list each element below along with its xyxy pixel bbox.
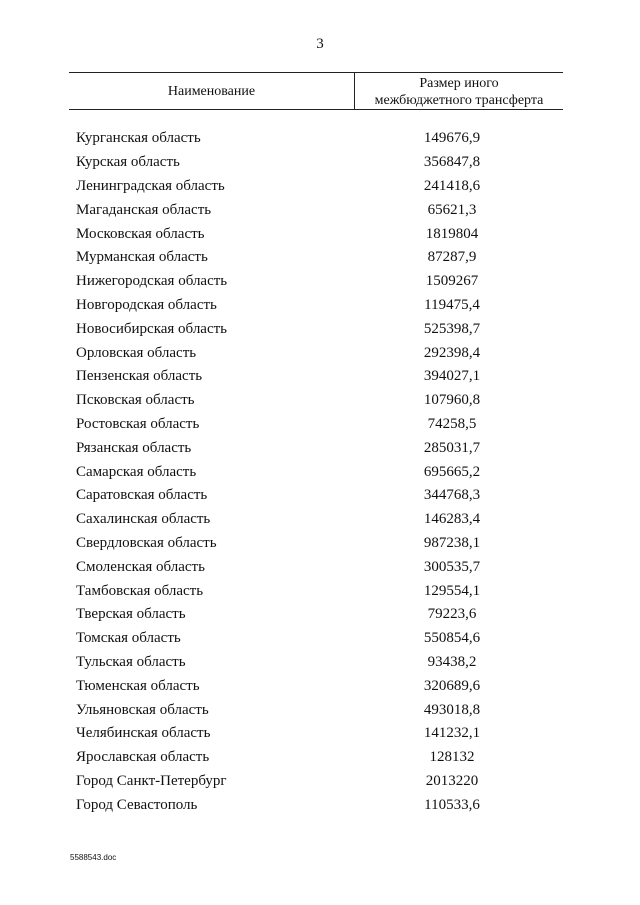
table-header xyxy=(69,72,563,110)
table-row xyxy=(69,389,563,413)
table-row xyxy=(69,793,563,817)
transfer-amount: 65621,3 xyxy=(427,201,477,218)
header-size xyxy=(355,73,563,109)
region-name: Курганская область xyxy=(76,130,201,147)
transfer-amount: 525398,7 xyxy=(423,320,481,337)
region-name: Сахалинская область xyxy=(76,511,211,528)
transfer-amount: 107960,8 xyxy=(423,392,481,409)
region-name: Ленинградская область xyxy=(76,177,225,194)
region-name: Магаданская область xyxy=(76,201,212,218)
table-row xyxy=(69,365,563,389)
region-name: Рязанская область xyxy=(76,439,192,456)
region-name: Город Санкт-Петербург xyxy=(76,772,227,789)
table-row xyxy=(69,198,563,222)
table-row xyxy=(69,651,563,675)
transfer-amount: 129554,1 xyxy=(423,582,481,599)
page-number: 3 xyxy=(316,36,324,52)
transfer-amount: 2013220 xyxy=(425,772,479,789)
transfer-amount: 344768,3 xyxy=(423,487,481,504)
table-row xyxy=(69,555,563,579)
transfer-amount: 285031,7 xyxy=(423,439,481,456)
transfer-amount: 93438,2 xyxy=(427,653,477,670)
table-row xyxy=(69,270,563,294)
transfer-amount: 292398,4 xyxy=(423,344,481,361)
region-name: Орловская область xyxy=(76,344,197,361)
region-name: Пензенская область xyxy=(76,368,203,385)
region-name: Мурманская область xyxy=(76,249,208,266)
region-name: Ростовская область xyxy=(76,415,200,432)
region-name: Челябинская область xyxy=(76,725,211,742)
transfer-amount: 87287,9 xyxy=(427,249,477,266)
transfer-amount: 119475,4 xyxy=(424,296,480,313)
table-row xyxy=(69,222,563,246)
region-name: Курская область xyxy=(76,154,180,171)
region-name: Тюменская область xyxy=(76,677,200,694)
region-name: Свердловская область xyxy=(76,534,217,551)
region-name: Саратовская область xyxy=(76,487,208,504)
transfer-amount: 493018,8 xyxy=(423,701,481,718)
transfer-amount: 149676,9 xyxy=(423,130,481,147)
table-row xyxy=(69,603,563,627)
transfer-table xyxy=(69,72,563,817)
transfer-amount: 356847,8 xyxy=(423,154,481,171)
table-row xyxy=(69,627,563,651)
table-body xyxy=(69,127,563,817)
region-name: Новосибирская область xyxy=(76,320,228,337)
region-name: Томская область xyxy=(76,630,181,647)
table-row xyxy=(69,508,563,532)
transfer-amount: 110533,6 xyxy=(424,796,480,813)
transfer-amount: 987238,1 xyxy=(423,534,481,551)
transfer-amount: 74258,5 xyxy=(427,415,477,432)
region-name: Ярославская область xyxy=(76,749,210,766)
region-name: Псковская область xyxy=(76,392,195,409)
header-size-line1: Размер иного xyxy=(419,76,499,91)
table-row xyxy=(69,127,563,151)
transfer-amount: 300535,7 xyxy=(423,558,481,575)
transfer-amount: 1819804 xyxy=(425,225,479,242)
transfer-amount: 146283,4 xyxy=(423,511,481,528)
table-row xyxy=(69,175,563,199)
region-name: Город Севастополь xyxy=(76,796,198,813)
table-row xyxy=(69,484,563,508)
table-row xyxy=(69,413,563,437)
header-name: Наименование xyxy=(69,73,355,109)
region-name: Московская область xyxy=(76,225,205,242)
region-name: Новгородская область xyxy=(76,296,217,313)
region-name: Смоленская область xyxy=(76,558,205,575)
transfer-amount: 695665,2 xyxy=(423,463,481,480)
transfer-amount: 241418,6 xyxy=(423,177,481,194)
table-row xyxy=(69,746,563,770)
region-name: Ульяновская область xyxy=(76,701,209,718)
table-row xyxy=(69,674,563,698)
region-name: Тамбовская область xyxy=(76,582,204,599)
transfer-amount: 1509267 xyxy=(425,273,479,290)
table-row xyxy=(69,436,563,460)
transfer-amount: 79223,6 xyxy=(427,606,477,623)
region-name: Тульская область xyxy=(76,653,186,670)
region-name: Нижегородская область xyxy=(76,273,228,290)
table-row xyxy=(69,294,563,318)
transfer-amount: 550854,6 xyxy=(423,630,481,647)
header-size-line2: межбюджетного трансферта xyxy=(374,93,544,108)
table-row xyxy=(69,341,563,365)
document-footer: 5588543.doc xyxy=(70,853,117,862)
table-row xyxy=(69,460,563,484)
region-name: Тверская область xyxy=(76,606,186,623)
transfer-amount: 141232,1 xyxy=(423,725,481,742)
table-row xyxy=(69,532,563,556)
table-row xyxy=(69,698,563,722)
region-name: Самарская область xyxy=(76,463,197,480)
transfer-amount: 128132 xyxy=(429,749,475,766)
transfer-amount: 394027,1 xyxy=(423,368,481,385)
table-row xyxy=(69,246,563,270)
table-row xyxy=(69,722,563,746)
table-row xyxy=(69,579,563,603)
table-row xyxy=(69,317,563,341)
table-row xyxy=(69,151,563,175)
transfer-amount: 320689,6 xyxy=(423,677,481,694)
table-row xyxy=(69,770,563,794)
